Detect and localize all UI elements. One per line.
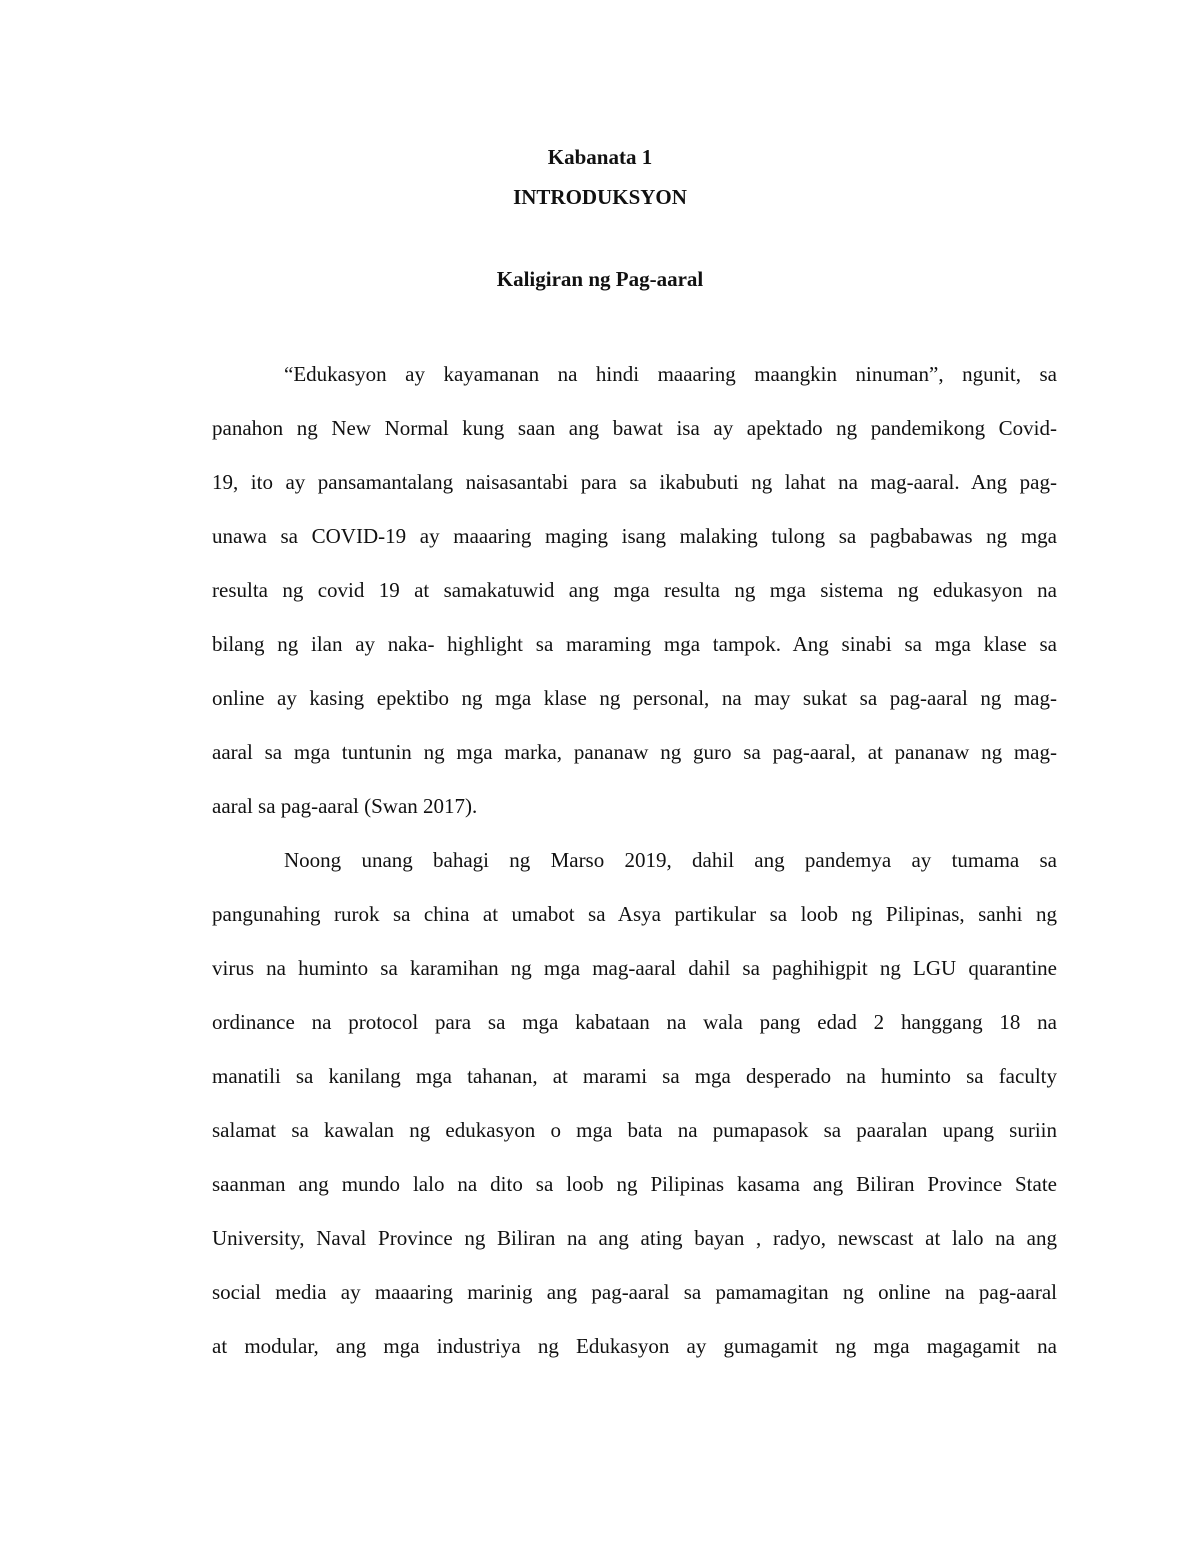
paragraph-line: panahon ng New Normal kung saan ang bawat isa ay apektado ng pandemikong Covid- [212,416,1057,440]
paragraph-line: at modular, ang mga industriya ng Edukasyon ay gumagamit ng mga magagamit na [212,1334,1057,1358]
paragraph-line: virus na huminto sa karamihan ng mga mag-aaral dahil sa paghihigpit ng LGU quarantine [212,956,1057,980]
paragraph-line: aaral sa mga tuntunin ng mga marka, pananaw ng guro sa pag-aaral, at pananaw ng mag- [212,740,1057,764]
paragraph-line: resulta ng covid 19 at samakatuwid ang mga resulta ng mga sistema ng edukasyon na [212,578,1057,602]
chapter-label: Kabanata 1 [547,145,653,169]
paragraph-line: 19, ito ay pansamantalang naisasantabi para sa ikabubuti ng lahat na mag-aaral. Ang pag- [212,470,1057,494]
paragraph-line: “Edukasyon ay kayamanan na hindi maaaring maangkin ninuman”, ngunit, sa [284,362,1057,386]
paragraph-line: salamat sa kawalan ng edukasyon o mga bata na pumapasok sa paaralan upang suriin [212,1118,1057,1142]
paragraph-line: University, Naval Province ng Biliran na ang ating bayan , radyo, newscast at lalo na ang [212,1226,1057,1250]
paragraph-line: social media ay maaaring marinig ang pag-aaral sa pamamagitan ng online na pag-aaral [212,1280,1057,1304]
paragraph-line: ordinance na protocol para sa mga kabataan na wala pang edad 2 hanggang 18 na [212,1010,1057,1034]
paragraph-line: manatili sa kanilang mga tahanan, at marami sa mga desperado na huminto sa faculty [212,1064,1057,1088]
paragraph-line: Noong unang bahagi ng Marso 2019, dahil ang pandemya ay tumama sa [284,848,1057,872]
paragraph-line: saanman ang mundo lalo na dito sa loob ng Pilipinas kasama ang Biliran Province State [212,1172,1057,1196]
paragraph-line: online ay kasing epektibo ng mga klase ng personal, na may sukat sa pag-aaral ng mag- [212,686,1057,710]
chapter-title: INTRODUKSYON [513,185,687,209]
paragraph-line: aaral sa pag-aaral (Swan 2017). [212,794,478,818]
paragraph-line: pangunahing rurok sa china at umabot sa Asya partikular sa loob ng Pilipinas, sanhi ng [212,902,1057,926]
paragraph-line: bilang ng ilan ay naka- highlight sa maraming mga tampok. Ang sinabi sa mga klase sa [212,632,1057,656]
paragraph-line: unawa sa COVID-19 ay maaaring maging isang malaking tulong sa pagbabawas ng mga [212,524,1057,548]
section-heading: Kaligiran ng Pag-aaral [496,267,704,291]
